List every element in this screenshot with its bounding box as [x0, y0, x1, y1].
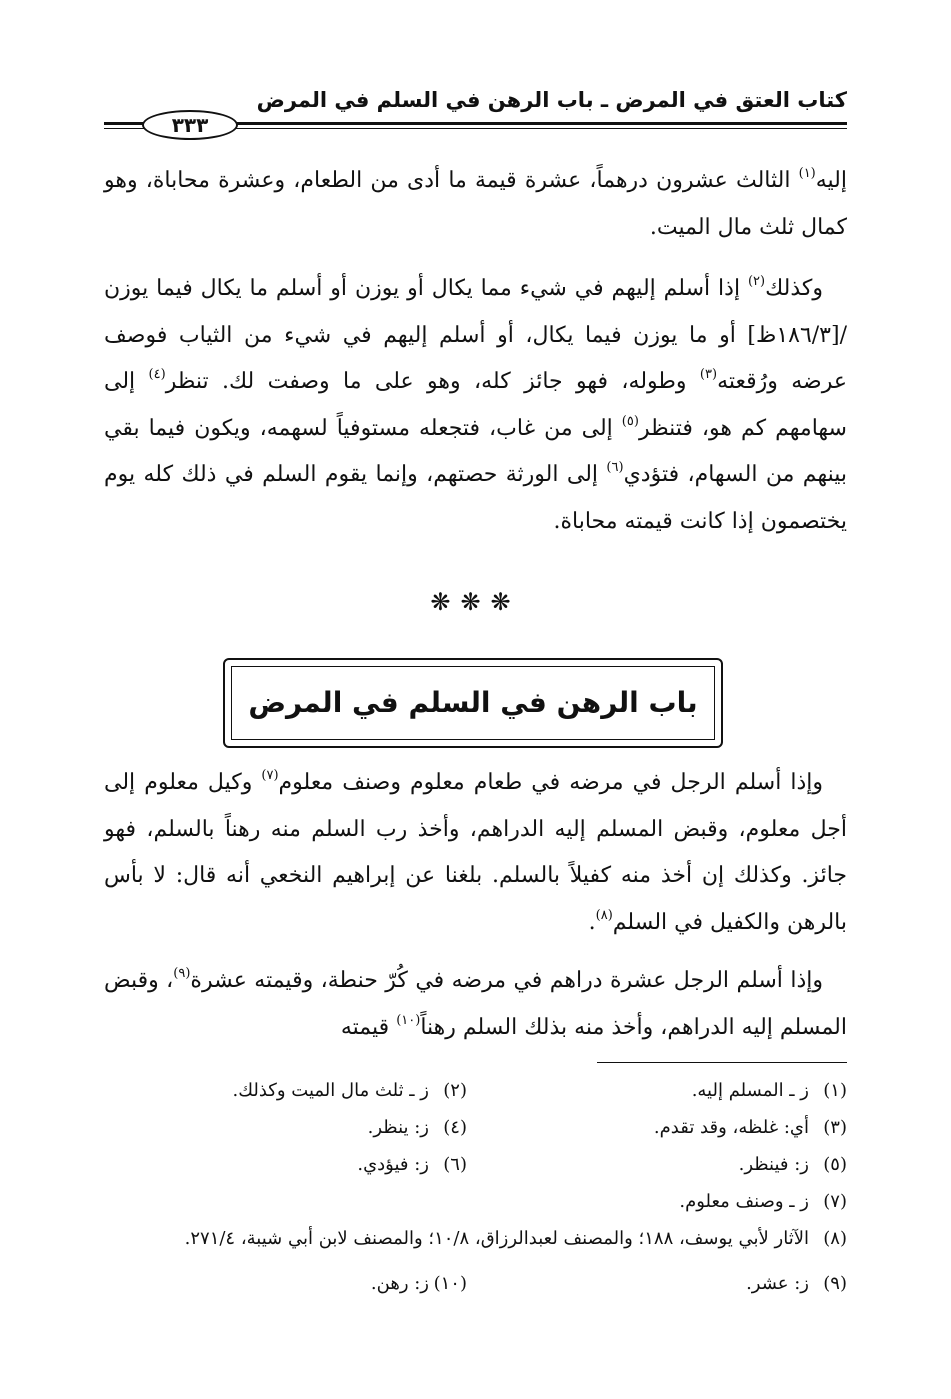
running-head: كتاب العتق في المرض ـ باب الرهن في السلم في المرض [256, 88, 847, 112]
body-text-top [104, 158, 847, 545]
footnote-number: (٣) [823, 1117, 847, 1138]
paragraph-4 [104, 958, 847, 1051]
footnote-number: (٢) [443, 1080, 467, 1101]
footnote-item [467, 1072, 847, 1109]
page-number: ٣٣٣ [142, 110, 238, 140]
footnote-item [467, 1109, 847, 1146]
footnote-text: ز: فيؤدي. [357, 1154, 429, 1175]
text-run: وإذا أسلم الرجل في مرضه في طعام معلوم وصنف معلوم [278, 770, 824, 795]
footnote-text: ز ـ وصنف معلوم. [679, 1191, 809, 1212]
footnote-number: (٩) [823, 1273, 847, 1294]
footnote-row [104, 1146, 847, 1183]
text-run: إلى سهامهم كم هو، فتنظر [104, 369, 847, 441]
chapter-title-frame [223, 658, 723, 748]
paragraph-3 [104, 760, 847, 946]
footnote-number: (١٠) [433, 1273, 467, 1294]
footnote-text: ز ـ ثلث مال الميت وكذلك. [232, 1080, 429, 1101]
text-run: ، وقبض المسلم إليه الدراهم، وأخذ منه بذلك السلم رهناً [104, 968, 847, 1040]
footnote-item [232, 1072, 467, 1109]
paragraph-1 [104, 158, 847, 251]
footnote-text: ز: فينظر. [738, 1154, 809, 1175]
text-run: الثالث عشرون درهماً، عشرة قيمة ما أدى من الطعام، وعشرة محاباة، وهو كمال ثلث مال الميت. [104, 168, 847, 240]
text-run: وطوله، فهو جائز كله، وهو على ما وصفت لك. تنظر [165, 369, 700, 394]
text-run: إلى الورثة حصتهم، وإنما يقوم السلم في ذلك كله يوم يختصمون إذا كانت قيمته محاباة. [104, 462, 847, 534]
footnote-row [104, 1265, 847, 1302]
footnote-item [104, 1220, 847, 1257]
footnotes [104, 1072, 847, 1302]
text-run: إليه [815, 168, 847, 193]
text-run: وكذلك [765, 276, 823, 301]
text-run: إلى من غاب، فتجعله مستوفياً لسهمه، ويكون فيما بقي بينهم من السهام، فتؤدي [104, 415, 847, 487]
footnote-ref: (٤) [148, 367, 166, 382]
footnote-text: ز: ينظر. [367, 1117, 429, 1138]
footnote-ref: (٦) [606, 460, 624, 475]
footnote-item [368, 1109, 467, 1146]
text-run: قيمته [340, 1014, 397, 1040]
footnote-ref: (٣) [699, 367, 718, 382]
footnote-ref: (٢) [747, 274, 766, 289]
footnote-ref: (٩) [173, 966, 191, 981]
body-text-bottom [104, 760, 847, 1051]
text-run: . [588, 909, 596, 935]
footnote-ref: (١٠) [396, 1012, 421, 1028]
page-header [104, 84, 847, 136]
footnote-row [104, 1220, 847, 1257]
footnote-row [104, 1072, 847, 1109]
footnote-item [467, 1265, 847, 1302]
footnote-item [467, 1183, 847, 1220]
footnote-item [371, 1265, 467, 1302]
footnote-text: ز ـ المسلم إليه. [691, 1080, 809, 1101]
footnote-number: (٥) [823, 1154, 847, 1175]
footnote-ref: (١) [798, 166, 816, 181]
footnote-ref: (٥) [621, 413, 639, 429]
footnote-text: ز: رهن. [370, 1273, 429, 1294]
footnote-text: ز: عشر. [746, 1273, 809, 1294]
footnote-ref: (٨) [595, 907, 613, 923]
footnote-ref: (٧) [261, 768, 279, 783]
footnote-number: (٤) [443, 1117, 467, 1138]
footnote-number: (٧) [823, 1191, 847, 1212]
footnote-number: (١) [823, 1080, 847, 1101]
footnote-row [104, 1183, 847, 1220]
footnote-text: الآثار لأبي يوسف، ١٨٨؛ والمصنف لعبدالرزاق، ١٠/٨؛ والمصنف لابن أبي شيبة، ٢٧١/٤. [184, 1228, 809, 1249]
paragraph-2 [104, 266, 847, 545]
footnote-row [104, 1109, 847, 1146]
chapter-title: باب الرهن في السلم في المرض [248, 686, 698, 719]
text-run: إذا أسلم إليهم في شيء مما يكال أو يوزن أو أسلم ما يكال فيما يوزن /[١٨٦/٣ظ] أو ما يوزن فيما يكال، أو أسلم إليهم في شيء من الثياب فوصف عرضه ورُقعته [104, 276, 847, 394]
section-ornament: ❋❋❋ [430, 588, 521, 616]
footnote-separator [597, 1062, 847, 1063]
footnote-number: (٦) [443, 1154, 467, 1175]
footnote-text: أي: غلظه، وقد تقدم. [653, 1117, 809, 1138]
footnote-item [467, 1146, 847, 1183]
text-run: وإذا أسلم الرجل عشرة دراهم في مرضه في كُرّ حنطة، وقيمته عشرة [190, 968, 824, 993]
text-run: وكيل معلوم إلى أجل معلوم، وقبض المسلم إليه الدراهم، وأخذ رب السلم منه رهناً بالسلم، فهو جائز. وكذلك إن أخذ منه كفيلاً بالسلم. بلغنا عن إبراهيم النخعي أنه قال: لا بأس بالرهن والكفيل في السلم [104, 770, 847, 935]
footnote-number: (٨) [823, 1228, 847, 1249]
footnote-item [357, 1146, 467, 1183]
